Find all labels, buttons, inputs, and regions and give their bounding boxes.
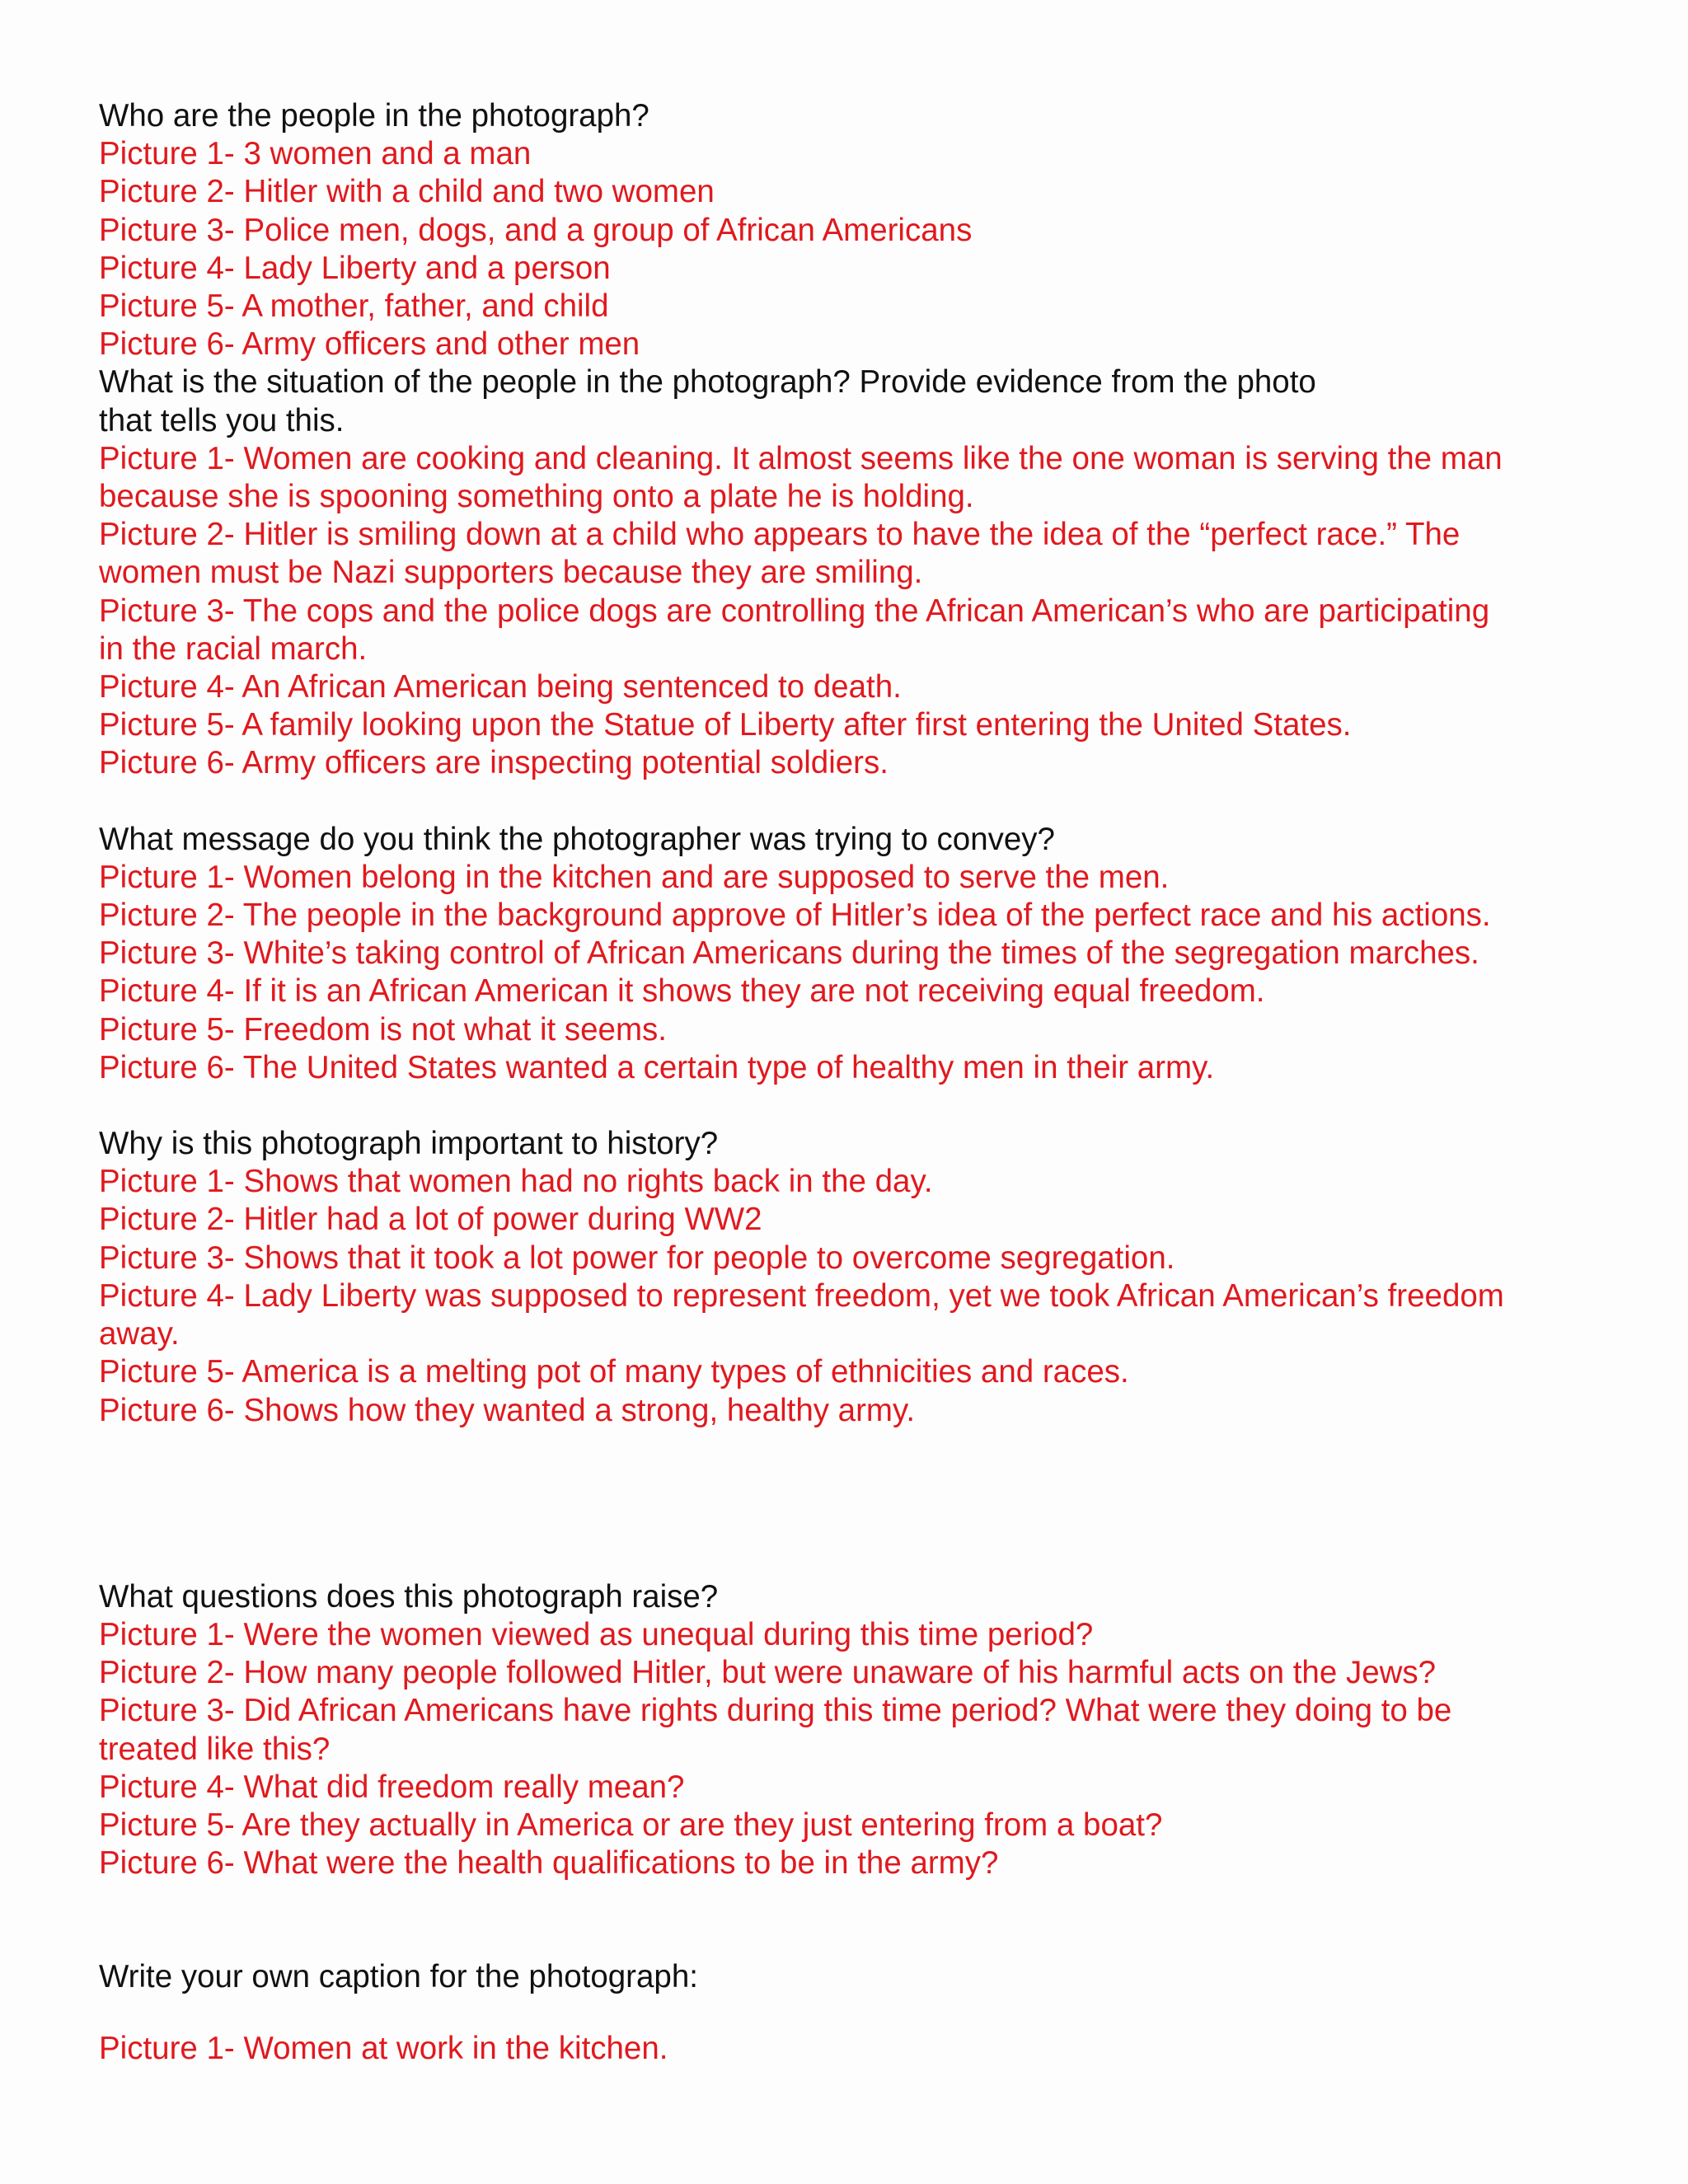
answer-line: Picture 6- Army officers and other men: [99, 326, 640, 363]
answer-line: treated like this?: [99, 1731, 331, 1767]
answer-line: Picture 3- Did African Americans have rights during this time period? What were they doing to be: [99, 1693, 1452, 1729]
answer-line: Picture 3- Police men, dogs, and a group of African Americans: [99, 212, 973, 248]
question-people: Who are the people in the photograph?: [99, 98, 649, 134]
answer-line: Picture 1- Women are cooking and cleaning. It almost seems like the one woman is serving the man: [99, 440, 1503, 476]
answer-line: Picture 4- What did freedom really mean?: [99, 1769, 685, 1805]
answer-line: Picture 2- Hitler had a lot of power during WW2: [99, 1202, 762, 1238]
answer-line: in the racial march.: [99, 630, 368, 667]
answer-line: Picture 3- Shows that it took a lot power for people to overcome segregation.: [99, 1240, 1175, 1276]
spacer: [99, 1882, 1615, 1958]
answer-line: Picture 4- If it is an African American it shows they are not receiving equal freedom.: [99, 973, 1265, 1010]
worksheet-page: [99, 97, 1615, 2068]
question-situation-cont: that tells you this.: [99, 402, 345, 438]
answer-line: Picture 5- America is a melting pot of many types of ethnicities and races.: [99, 1354, 1129, 1390]
answer-line: Picture 1- Were the women viewed as unequal during this time period?: [99, 1616, 1094, 1652]
answer-line: Picture 1- Women belong in the kitchen and are supposed to serve the men.: [99, 859, 1170, 895]
answer-line: Picture 1- Shows that women had no rights back in the day.: [99, 1164, 933, 1200]
question-situation: What is the situation of the people in the photograph? Provide evidence from the photo: [99, 364, 1316, 401]
answer-line: Picture 2- Hitler is smiling down at a child who appears to have the idea of the “perfect race.” The: [99, 517, 1461, 553]
answer-line: Picture 1- Women at work in the kitchen.: [99, 2030, 668, 2066]
answer-line: Picture 3- White’s taking control of African Americans during the times of the segregation marches.: [99, 935, 1479, 972]
answer-line: Picture 6- The United States wanted a certain type of healthy men in their army.: [99, 1049, 1215, 1085]
spacer: [99, 1430, 1615, 1578]
answer-line: because she is spooning something onto a plate he is holding.: [99, 479, 974, 515]
answer-line: women must be Nazi supporters because they are smiling.: [99, 555, 923, 591]
answer-line: Picture 3- The cops and the police dogs are controlling the African American’s who are participating: [99, 593, 1490, 629]
answer-line: Picture 1- 3 women and a man: [99, 136, 532, 172]
spacer: [99, 1997, 1615, 2030]
answer-line: away.: [99, 1316, 180, 1352]
question-message: What message do you think the photographer was trying to convey?: [99, 821, 1055, 857]
answer-line: Picture 5- Are they actually in America or are they just entering from a boat?: [99, 1807, 1163, 1843]
answer-line: Picture 2- The people in the background approve of Hitler’s idea of the perfect race and his actions.: [99, 898, 1491, 934]
answer-line: Picture 4- Lady Liberty was supposed to represent freedom, yet we took African American’s freedom: [99, 1277, 1504, 1314]
question-importance: Why is this photograph important to history?: [99, 1126, 719, 1162]
spacer: [99, 1087, 1615, 1125]
answer-line: Picture 6- Shows how they wanted a strong, healthy army.: [99, 1392, 916, 1428]
answer-line: Picture 5- Freedom is not what it seems.: [99, 1011, 667, 1047]
spacer: [99, 783, 1615, 821]
answer-line: Picture 6- Army officers are inspecting potential soldiers.: [99, 745, 889, 781]
answer-line: Picture 2- Hitler with a child and two women: [99, 174, 715, 210]
question-raised: What questions does this photograph raise?: [99, 1578, 719, 1615]
answer-line: Picture 5- A family looking upon the Statue of Liberty after first entering the United States.: [99, 707, 1352, 743]
question-caption: Write your own caption for the photograph:: [99, 1959, 698, 1995]
answer-line: Picture 4- An African American being sentenced to death.: [99, 669, 902, 705]
answer-line: Picture 5- A mother, father, and child: [99, 288, 609, 325]
answer-line: Picture 2- How many people followed Hitler, but were unaware of his harmful acts on the Jews?: [99, 1655, 1437, 1691]
answer-line: Picture 6- What were the health qualifications to be in the army?: [99, 1845, 999, 1882]
answer-line: Picture 4- Lady Liberty and a person: [99, 250, 611, 286]
